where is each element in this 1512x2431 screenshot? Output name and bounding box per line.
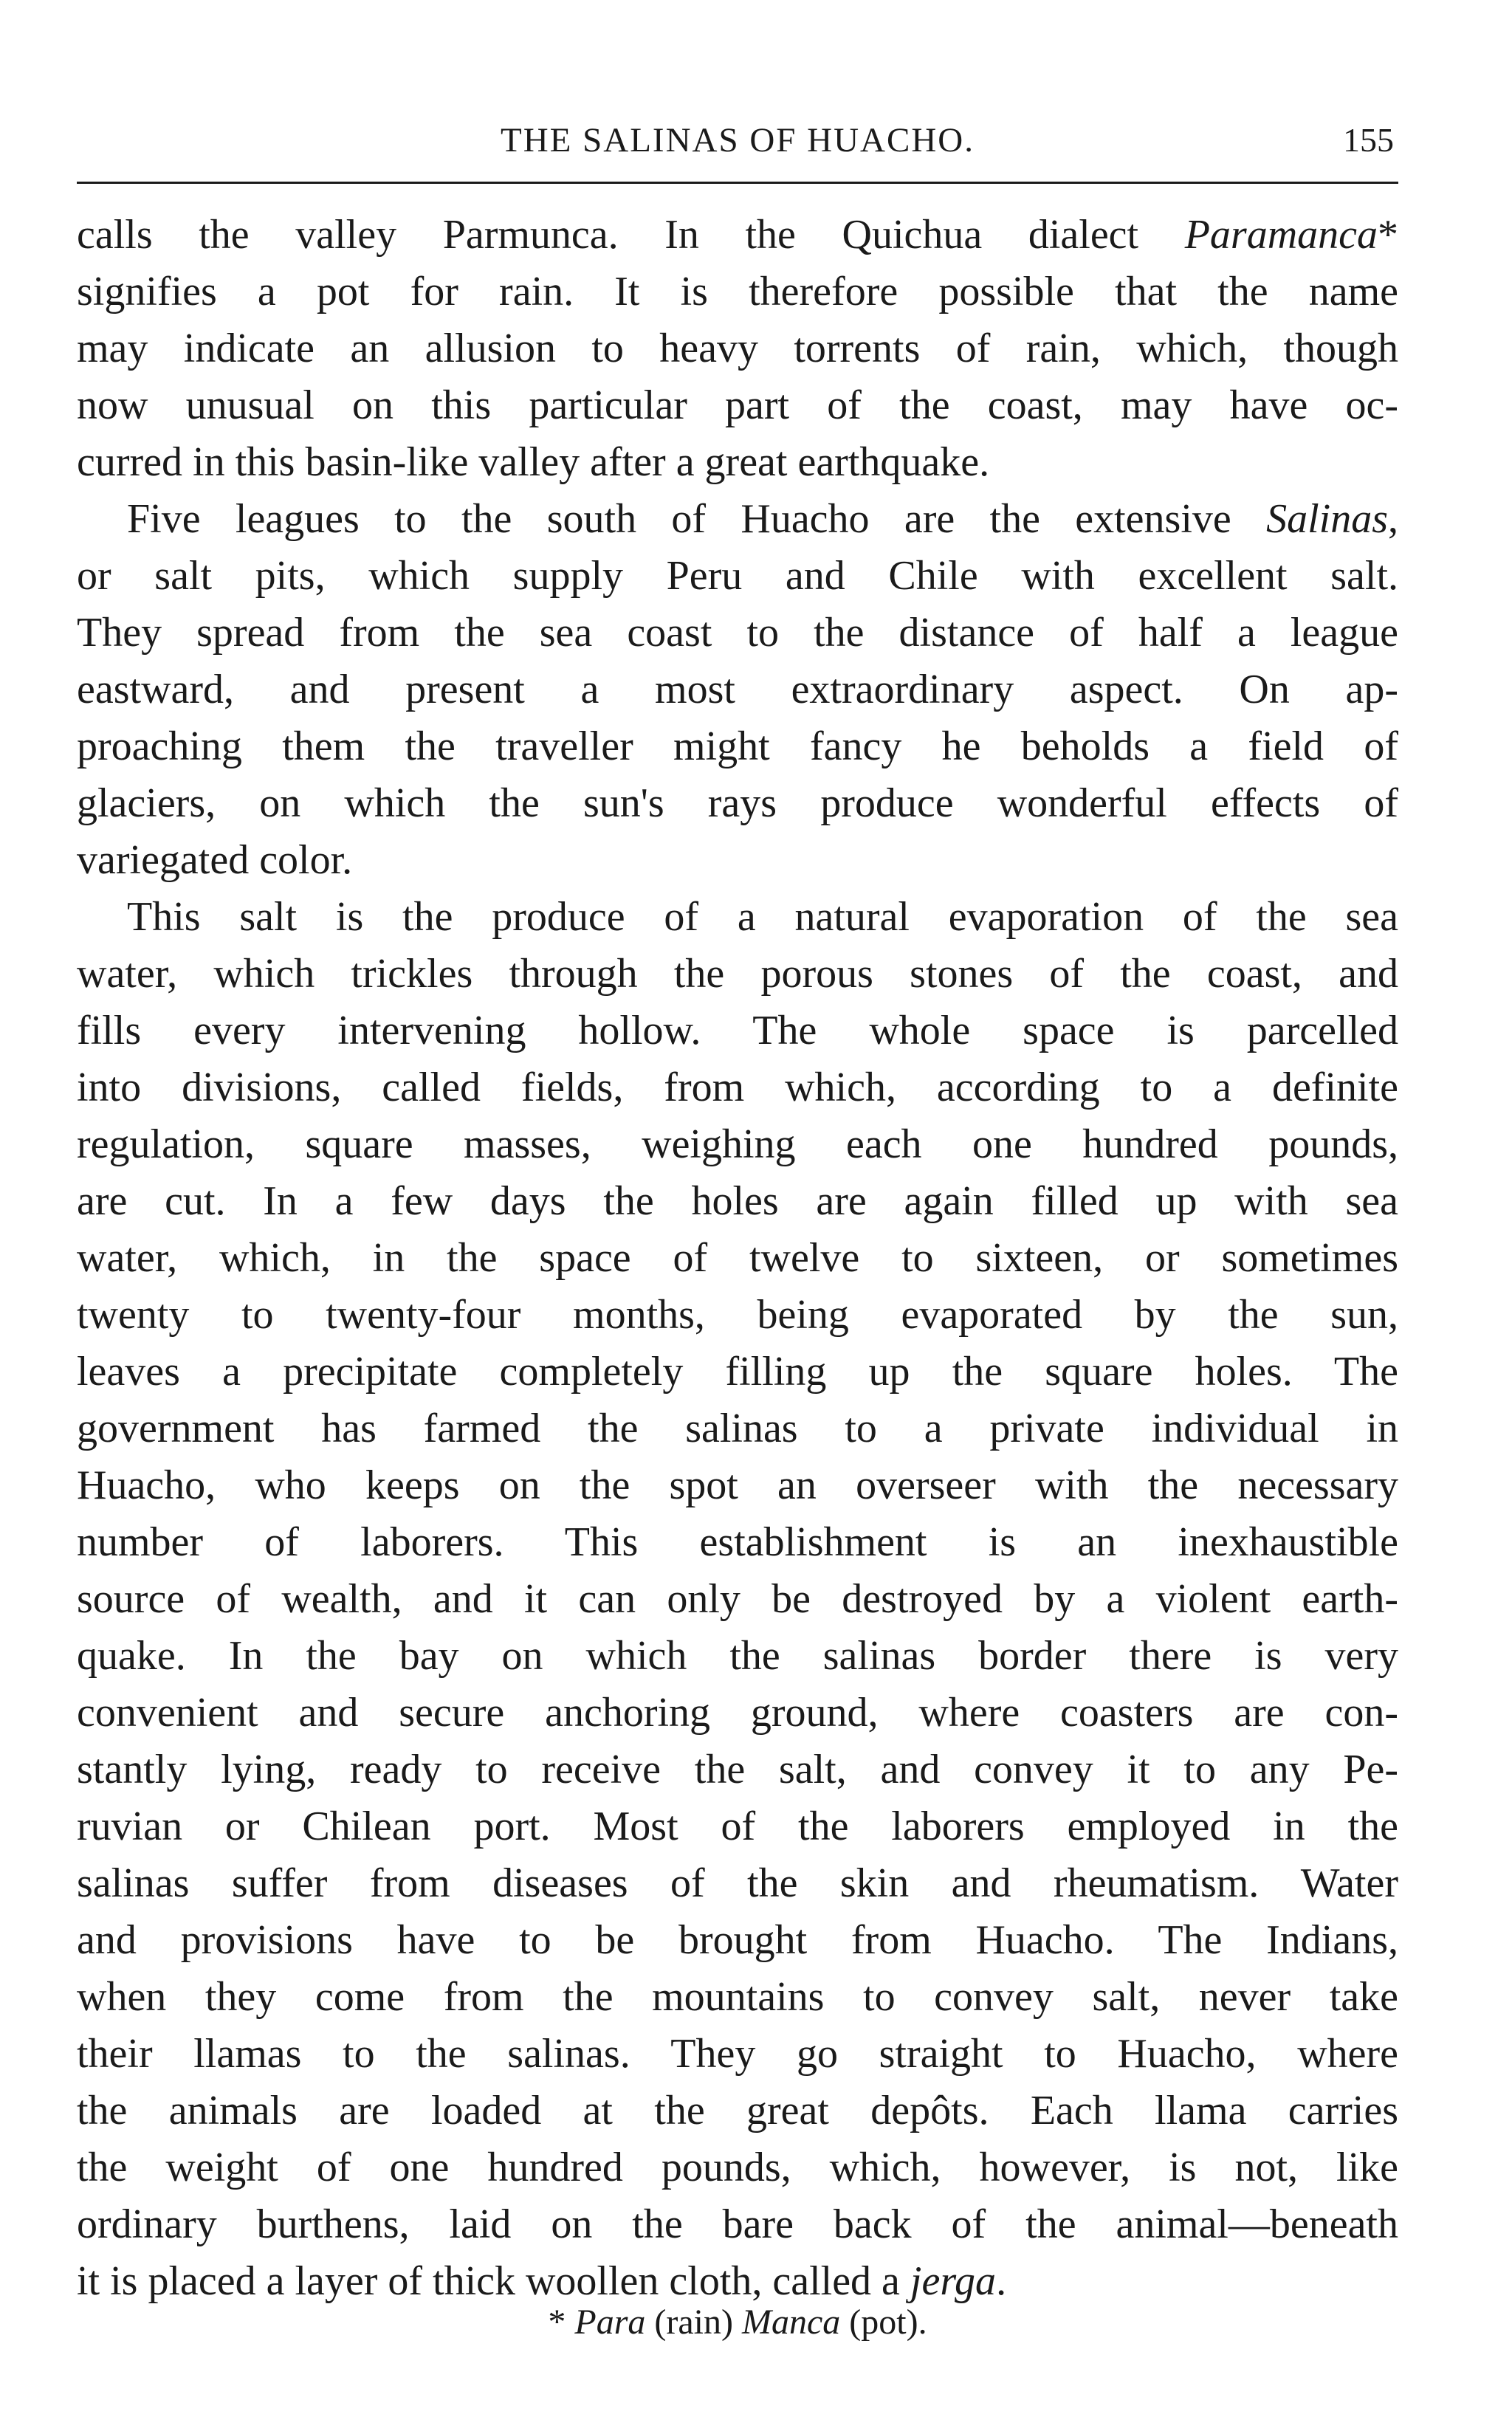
running-head [77,118,1398,162]
header-rule [77,182,1398,184]
footnote-gloss: (rain) [645,2303,742,2342]
text-line: the animals are loaded at the great depôts. Each llama carries [77,2088,1398,2133]
text-line: it is placed a layer of thick woollen cloth, called a jerga. [77,2258,1007,2304]
text-line: fills every intervening hollow. The whole space is parcelled [77,1008,1398,1053]
text-line: quake. In the bay on which the salinas border there is very [77,1633,1398,1679]
text-line: They spread from the sea coast to the distance of half a league [77,610,1398,656]
footnote-term: Para [574,2303,646,2342]
text-line: eastward, and present a most extraordinary aspect. On ap- [77,667,1398,712]
text-line: are cut. In a few days the holes are again filled up with sea [77,1178,1398,1224]
text-line: stantly lying, ready to receive the salt, and convey it to any Pe- [77,1747,1398,1792]
text-line: signifies a pot for rain. It is therefore possible that the name [77,269,1398,314]
text-line: or salt pits, which supply Peru and Chile with excellent salt. [77,553,1398,599]
text-line: number of laborers. This establishment is an inexhaustible [77,1519,1398,1565]
text-line: leaves a precipitate completely filling up the square holes. The [77,1349,1398,1395]
text-line: salinas suffer from diseases of the skin and rheumatism. Water [77,1860,1398,1906]
text-line: regulation, square masses, weighing each one hundred pounds, [77,1121,1398,1167]
text-line: variegated color. [77,837,353,883]
text-line: into divisions, called fields, from which, according to a definite [77,1065,1398,1110]
text-line: This salt is the produce of a natural evaporation of the sea [127,894,1398,940]
text-line: their llamas to the salinas. They go straight to Huacho, where [77,2031,1398,2077]
text-line: twenty to twenty-four months, being evaporated by the sun, [77,1292,1398,1338]
text-line: ruvian or Chilean port. Most of the laborers employed in the [77,1804,1398,1849]
running-title: THE SALINAS OF HUACHO. [501,121,975,159]
text-line: convenient and secure anchoring ground, where coasters are con- [77,1690,1398,1736]
text-line: water, which trickles through the porous stones of the coast, and [77,951,1398,997]
text-line: curred in this basin-like valley after a great earthquake. [77,439,990,485]
text-line: the weight of one hundred pounds, which, however, is not, like [77,2145,1398,2190]
text-line: Five leagues to the south of Huacho are the extensive Salinas, [127,496,1398,542]
text-line: glaciers, on which the sun's rays produce wonderful effects of [77,780,1398,826]
footnote-marker: * [548,2303,575,2342]
text-line: proaching them the traveller might fancy he beholds a field of [77,723,1398,769]
text-line: calls the valley Parmunca. In the Quichua dialect Paramanca* [77,212,1398,258]
text-line: when they come from the mountains to convey salt, never take [77,1974,1398,2020]
text-line: may indicate an allusion to heavy torrents of rain, which, though [77,326,1398,371]
footnote [77,2300,1398,2345]
text-line: source of wealth, and it can only be destroyed by a violent earth- [77,1576,1398,1622]
text-line: Huacho, who keeps on the spot an overseer with the necessary [77,1462,1398,1508]
text-line: government has farmed the salinas to a private individual in [77,1406,1398,1451]
text-line: now unusual on this particular part of the coast, may have oc- [77,382,1398,428]
page-number: 155 [1343,121,1394,159]
footnote-term: Manca [741,2303,841,2342]
text-line: water, which, in the space of twelve to sixteen, or sometimes [77,1235,1398,1281]
text-line: ordinary burthens, laid on the bare back of the animal—beneath [77,2201,1398,2247]
body-text [77,207,1398,2310]
footnote-gloss: (pot). [840,2303,927,2342]
text-line: and provisions have to be brought from Huacho. The Indians, [77,1917,1398,1963]
